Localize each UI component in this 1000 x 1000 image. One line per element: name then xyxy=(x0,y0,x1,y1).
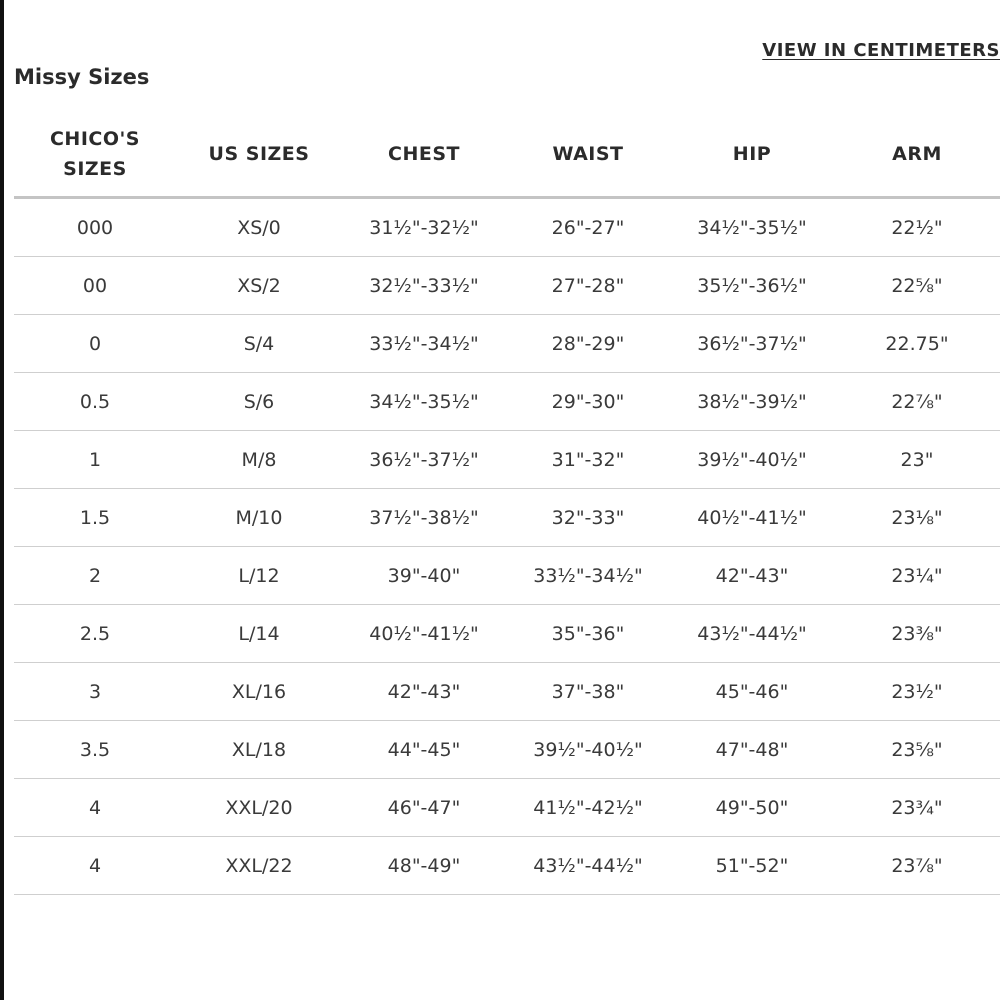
us-size-cell: L/12 xyxy=(176,547,342,605)
chest-cell: 46"-47" xyxy=(342,779,506,837)
chicos-size-cell: 2 xyxy=(14,547,176,605)
chest-cell: 34½"-35½" xyxy=(342,373,506,431)
hip-cell: 42"-43" xyxy=(670,547,834,605)
waist-cell: 32"-33" xyxy=(506,489,670,547)
hip-cell: 38½"-39½" xyxy=(670,373,834,431)
waist-cell: 29"-30" xyxy=(506,373,670,431)
table-header-row xyxy=(14,112,1000,198)
chicos-size-cell: 4 xyxy=(14,837,176,895)
waist-cell: 26"-27" xyxy=(506,198,670,257)
table-row xyxy=(14,779,1000,837)
table-row xyxy=(14,198,1000,257)
chest-cell: 31½"-32½" xyxy=(342,198,506,257)
arm-cell: 23¾" xyxy=(834,779,1000,837)
hip-cell: 49"-50" xyxy=(670,779,834,837)
table-row xyxy=(14,837,1000,895)
size-chart-table xyxy=(14,112,1000,895)
chest-cell: 40½"-41½" xyxy=(342,605,506,663)
header-waist: WAIST xyxy=(506,112,670,198)
left-edge-border xyxy=(0,0,4,1000)
table-row xyxy=(14,315,1000,373)
header-arm: ARM xyxy=(834,112,1000,198)
hip-cell: 45"-46" xyxy=(670,663,834,721)
table-row xyxy=(14,431,1000,489)
chest-cell: 32½"-33½" xyxy=(342,257,506,315)
table-row xyxy=(14,489,1000,547)
arm-cell: 23½" xyxy=(834,663,1000,721)
chicos-size-cell: 2.5 xyxy=(14,605,176,663)
waist-cell: 43½"-44½" xyxy=(506,837,670,895)
us-size-cell: XXL/22 xyxy=(176,837,342,895)
arm-cell: 23⅝" xyxy=(834,721,1000,779)
chicos-size-cell: 1.5 xyxy=(14,489,176,547)
header-hip: HIP xyxy=(670,112,834,198)
arm-cell: 22⅝" xyxy=(834,257,1000,315)
chest-cell: 42"-43" xyxy=(342,663,506,721)
hip-cell: 39½"-40½" xyxy=(670,431,834,489)
chicos-size-cell: 0 xyxy=(14,315,176,373)
chest-cell: 48"-49" xyxy=(342,837,506,895)
table-row xyxy=(14,721,1000,779)
waist-cell: 39½"-40½" xyxy=(506,721,670,779)
us-size-cell: XL/16 xyxy=(176,663,342,721)
waist-cell: 35"-36" xyxy=(506,605,670,663)
table-row xyxy=(14,373,1000,431)
arm-cell: 23⅞" xyxy=(834,837,1000,895)
hip-cell: 35½"-36½" xyxy=(670,257,834,315)
waist-cell: 27"-28" xyxy=(506,257,670,315)
waist-cell: 31"-32" xyxy=(506,431,670,489)
chicos-size-cell: 000 xyxy=(14,198,176,257)
us-size-cell: S/6 xyxy=(176,373,342,431)
hip-cell: 43½"-44½" xyxy=(670,605,834,663)
chest-cell: 44"-45" xyxy=(342,721,506,779)
chicos-size-cell: 4 xyxy=(14,779,176,837)
chicos-size-cell: 3 xyxy=(14,663,176,721)
waist-cell: 37"-38" xyxy=(506,663,670,721)
us-size-cell: L/14 xyxy=(176,605,342,663)
arm-cell: 23⅛" xyxy=(834,489,1000,547)
arm-cell: 22⅞" xyxy=(834,373,1000,431)
us-size-cell: XS/2 xyxy=(176,257,342,315)
section-title: Missy Sizes xyxy=(14,65,150,89)
waist-cell: 33½"-34½" xyxy=(506,547,670,605)
header-us-sizes: US SIZES xyxy=(176,112,342,198)
view-in-centimeters-link[interactable]: VIEW IN CENTIMETERS xyxy=(762,40,1000,61)
chest-cell: 39"-40" xyxy=(342,547,506,605)
header-chest: CHEST xyxy=(342,112,506,198)
table-row xyxy=(14,663,1000,721)
waist-cell: 28"-29" xyxy=(506,315,670,373)
hip-cell: 51"-52" xyxy=(670,837,834,895)
chest-cell: 33½"-34½" xyxy=(342,315,506,373)
arm-cell: 22½" xyxy=(834,198,1000,257)
hip-cell: 36½"-37½" xyxy=(670,315,834,373)
chicos-size-cell: 3.5 xyxy=(14,721,176,779)
chicos-size-cell: 0.5 xyxy=(14,373,176,431)
table-row xyxy=(14,547,1000,605)
waist-cell: 41½"-42½" xyxy=(506,779,670,837)
table-body xyxy=(14,198,1000,895)
hip-cell: 47"-48" xyxy=(670,721,834,779)
us-size-cell: M/10 xyxy=(176,489,342,547)
arm-cell: 23¼" xyxy=(834,547,1000,605)
us-size-cell: XS/0 xyxy=(176,198,342,257)
us-size-cell: XXL/20 xyxy=(176,779,342,837)
hip-cell: 34½"-35½" xyxy=(670,198,834,257)
arm-cell: 23" xyxy=(834,431,1000,489)
arm-cell: 23⅜" xyxy=(834,605,1000,663)
chicos-size-cell: 00 xyxy=(14,257,176,315)
us-size-cell: XL/18 xyxy=(176,721,342,779)
chest-cell: 37½"-38½" xyxy=(342,489,506,547)
hip-cell: 40½"-41½" xyxy=(670,489,834,547)
us-size-cell: M/8 xyxy=(176,431,342,489)
table-row xyxy=(14,605,1000,663)
chicos-size-cell: 1 xyxy=(14,431,176,489)
chest-cell: 36½"-37½" xyxy=(342,431,506,489)
header-chicos-sizes: CHICO'S SIZES xyxy=(14,112,176,198)
us-size-cell: S/4 xyxy=(176,315,342,373)
table-row xyxy=(14,257,1000,315)
arm-cell: 22.75" xyxy=(834,315,1000,373)
